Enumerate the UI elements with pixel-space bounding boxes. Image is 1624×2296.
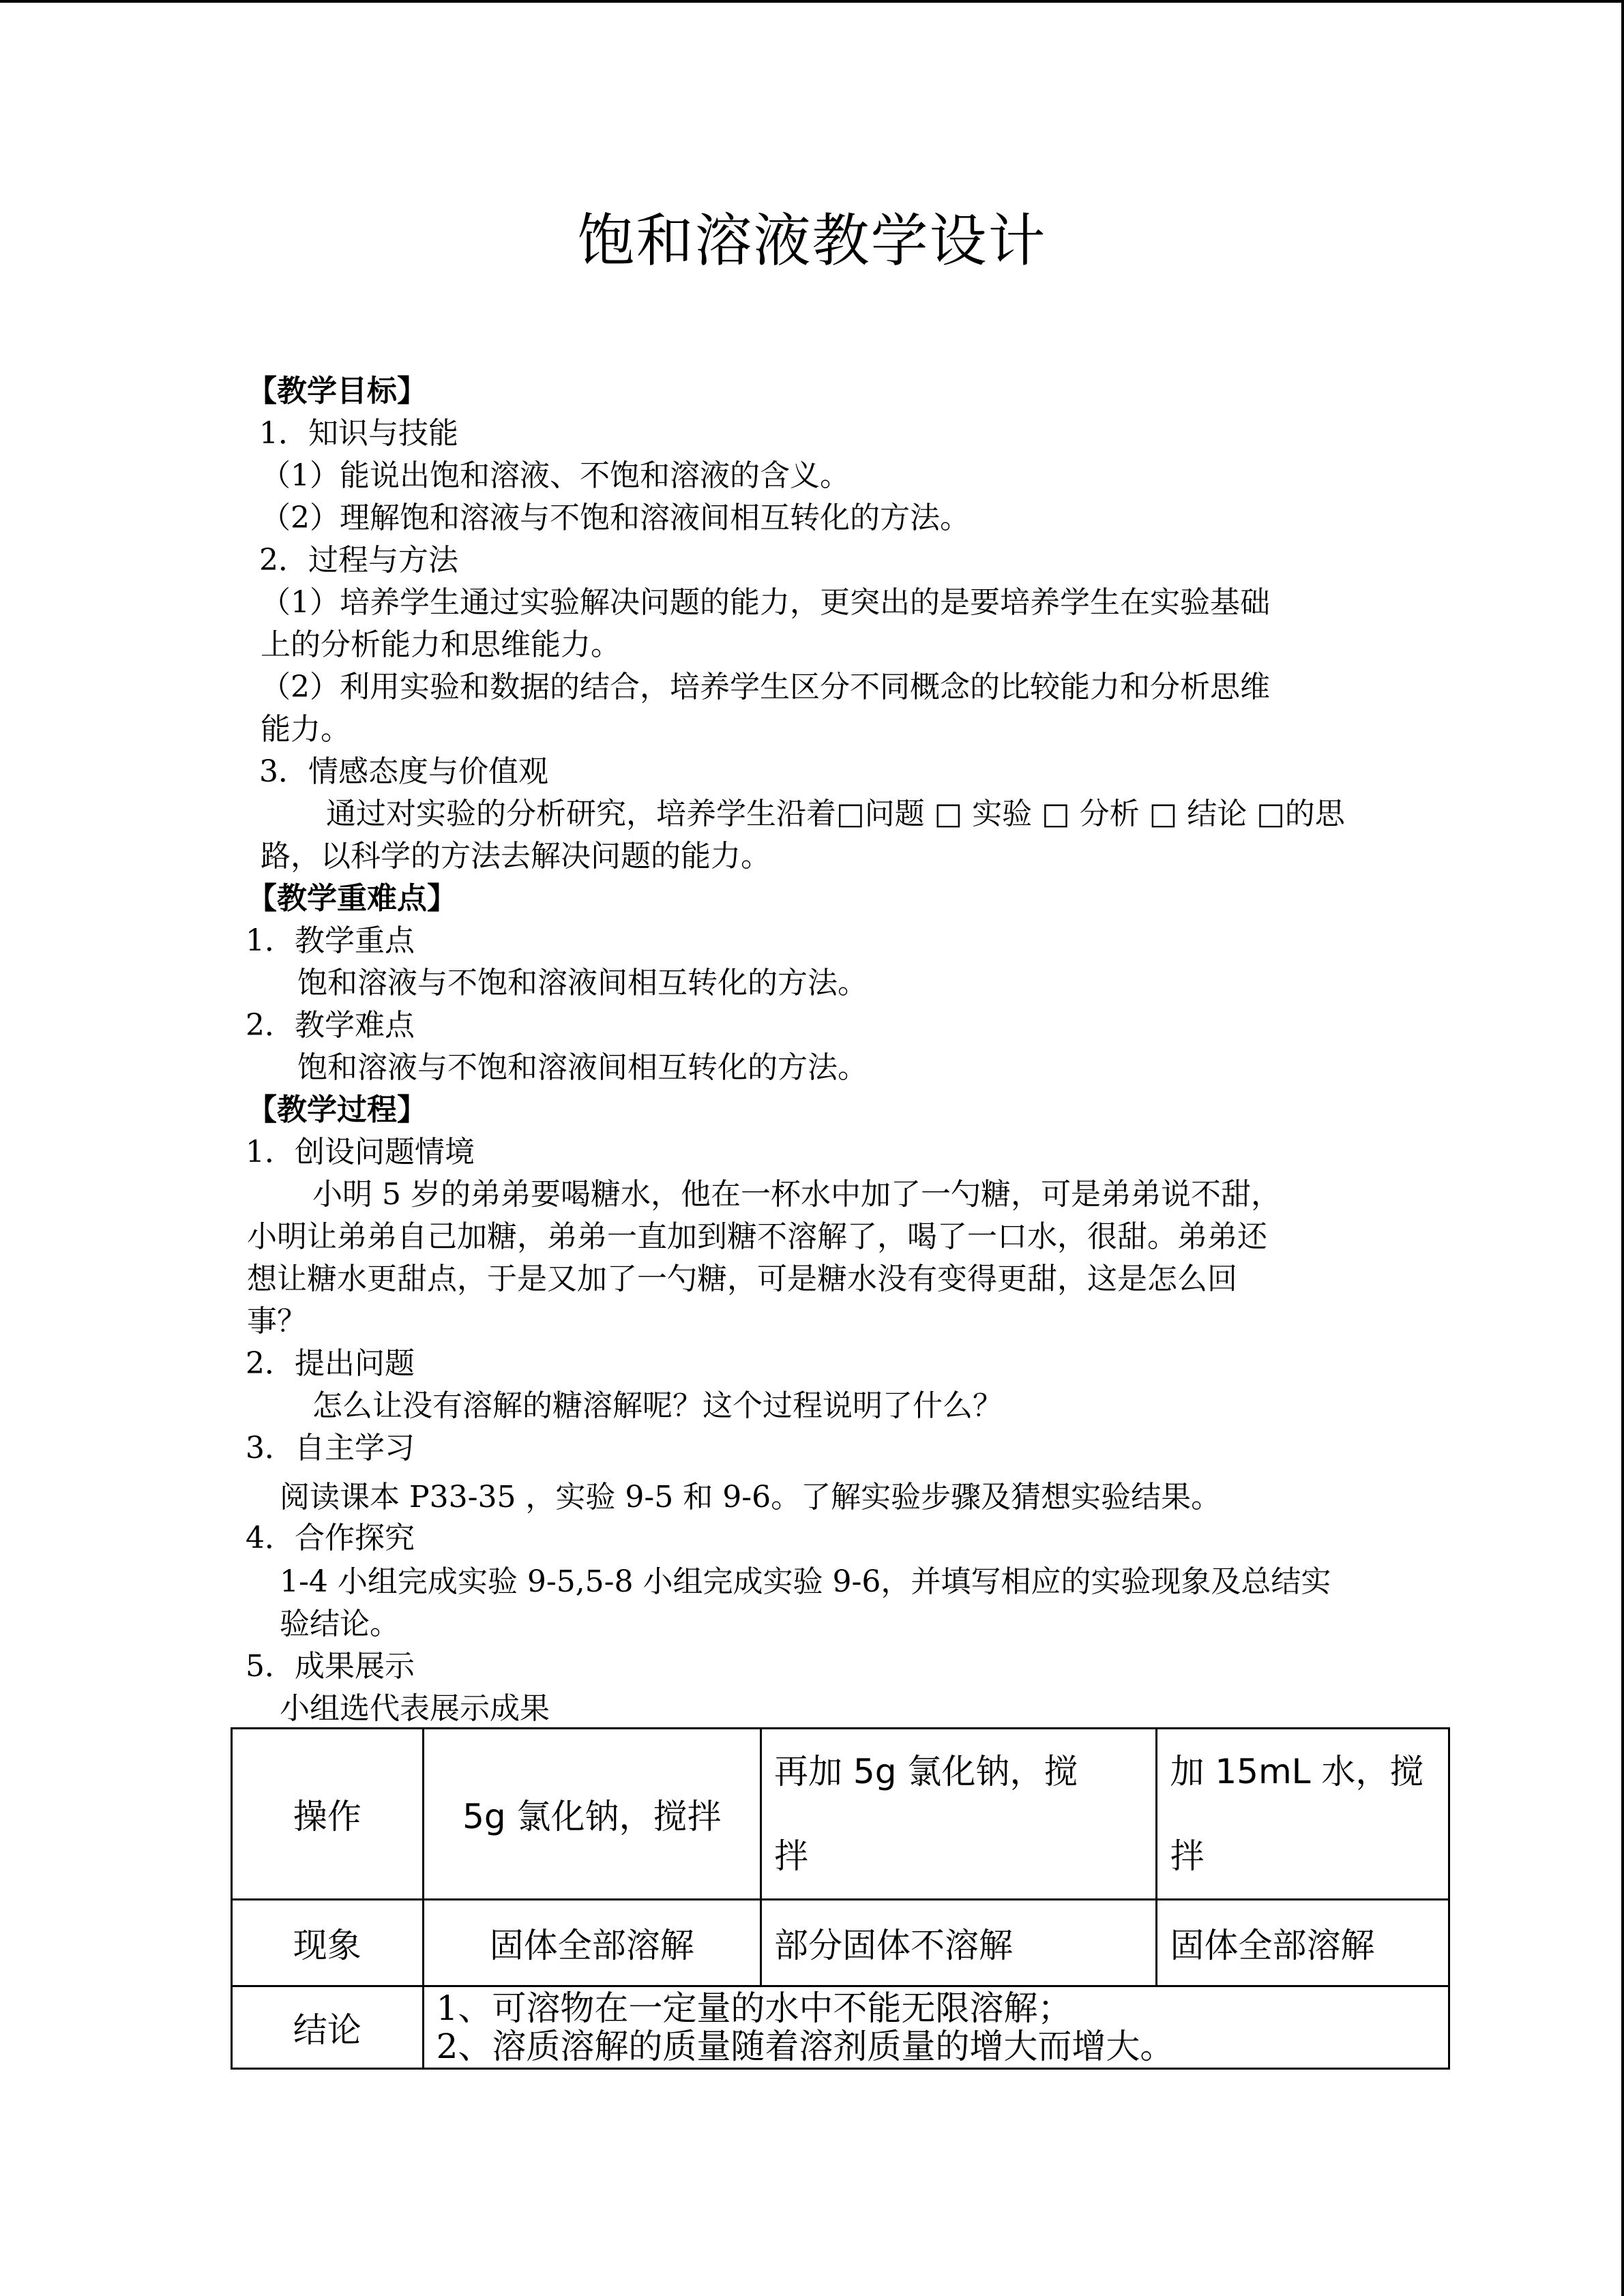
process-heading: 【教学过程】 bbox=[247, 1092, 427, 1127]
operation-cell-3 bbox=[1157, 1729, 1449, 1900]
table-row-phenomenon bbox=[232, 1900, 1449, 1986]
conclusion-line-1: 1、可溶物在一定量的水中不能无限溶解； bbox=[436, 1988, 1072, 2028]
process-step-4-text: 1-4 小组完成实验 9-5,5-8 小组完成实验 9-6，并填写相应的实验现象及总结实 bbox=[280, 1564, 1331, 1599]
page-title: 饱和溶液教学设计 bbox=[577, 207, 1047, 274]
process-step-1-text: 小明 5 岁的弟弟要喝糖水，他在一杯水中加了一勺糖，可是弟弟说不甜， bbox=[312, 1177, 1281, 1212]
conclusion-cell bbox=[423, 1986, 1449, 2069]
conclusion-line-2: 2、溶质溶解的质量随着溶剂质量的增大而增大。 bbox=[436, 2027, 1175, 2066]
phenomenon-cell-3: 固体全部溶解 bbox=[1157, 1900, 1449, 1986]
keypoints-focus-label: 1．教学重点 bbox=[246, 923, 415, 958]
page-border-right bbox=[1621, 0, 1624, 2296]
objectives-item-2-2: （2）利用实验和数据的结合，培养学生区分不同概念的比较能力和分析思维 bbox=[261, 670, 1270, 704]
objectives-section-2: 2．过程与方法 bbox=[259, 543, 458, 578]
process-step-2-text: 怎么让没有溶解的糖溶解呢？这个过程说明了什么？ bbox=[312, 1388, 1003, 1423]
objectives-section-1: 1．知识与技能 bbox=[259, 416, 458, 451]
process-step-2-label: 2．提出问题 bbox=[246, 1346, 415, 1381]
operation-cell-1: 5g 氯化钠，搅拌 bbox=[423, 1729, 761, 1900]
objectives-item-3: 通过对实验的分析研究，培养学生沿着□问题 □ 实验 □ 分析 □ 结论 □的思 bbox=[326, 796, 1345, 831]
operation-cell-2-line-1: 再加 5g 氯化钠，搅 bbox=[773, 1752, 1078, 1791]
table-row-conclusion bbox=[232, 1986, 1449, 2069]
process-step-3-label: 3．自主学习 bbox=[246, 1431, 415, 1465]
operation-label: 操作 bbox=[232, 1729, 424, 1900]
page-border-top bbox=[0, 0, 1624, 3]
operation-cell-3-line-2: 拌 bbox=[1170, 1836, 1205, 1876]
process-step-1-text-4: 事？ bbox=[247, 1304, 307, 1339]
operation-cell-2 bbox=[761, 1729, 1156, 1900]
process-step-1-label: 1．创设问题情境 bbox=[246, 1135, 475, 1169]
keypoints-focus-text: 饱和溶液与不饱和溶液间相互转化的方法。 bbox=[297, 966, 868, 1000]
process-step-5-text: 小组选代表展示成果 bbox=[280, 1691, 550, 1726]
results-table bbox=[231, 1727, 1450, 2070]
process-step-1-text-2: 小明让弟弟自己加糖，弟弟一直加到糖不溶解了，喝了一口水，很甜。弟弟还 bbox=[247, 1219, 1267, 1254]
operation-cell-2-line-2: 拌 bbox=[773, 1836, 808, 1876]
phenomenon-cell-1: 固体全部溶解 bbox=[423, 1900, 761, 1986]
objectives-section-3: 3．情感态度与价值观 bbox=[259, 754, 548, 789]
objectives-item-1-2: （2）理解饱和溶液与不饱和溶液间相互转化的方法。 bbox=[261, 501, 970, 535]
process-step-5-label: 5．成果展示 bbox=[246, 1649, 415, 1684]
process-step-3-text: 阅读课本 P33-35 ，实验 9-5 和 9-6。了解实验步骤及猜想实验结果。 bbox=[280, 1480, 1222, 1515]
objectives-item-1-1: （1）能说出饱和溶液、不饱和溶液的含义。 bbox=[261, 458, 850, 493]
operation-cell-3-line-1: 加 15mL 水，搅 bbox=[1170, 1752, 1424, 1791]
objectives-item-2-2-cont: 能力。 bbox=[261, 712, 351, 747]
objectives-item-3-cont: 路，以科学的方法去解决问题的能力。 bbox=[261, 839, 771, 874]
process-step-1-text-3: 想让糖水更甜点，于是又加了一勺糖，可是糖水没有变得更甜，这是怎么回 bbox=[247, 1262, 1237, 1296]
table-row-operation bbox=[232, 1729, 1449, 1900]
process-step-4-label: 4．合作探究 bbox=[246, 1521, 415, 1555]
process-step-4-text-2: 验结论。 bbox=[280, 1607, 400, 1641]
keypoints-difficulty-text: 饱和溶液与不饱和溶液间相互转化的方法。 bbox=[297, 1050, 868, 1085]
keypoints-heading: 【教学重难点】 bbox=[247, 881, 457, 916]
objectives-heading: 【教学目标】 bbox=[247, 374, 427, 408]
phenomenon-label: 现象 bbox=[232, 1900, 424, 1986]
keypoints-difficulty-label: 2．教学难点 bbox=[246, 1008, 415, 1043]
phenomenon-cell-2: 部分固体不溶解 bbox=[761, 1900, 1156, 1986]
conclusion-label: 结论 bbox=[232, 1986, 424, 2069]
objectives-item-2-1: （1）培养学生通过实验解决问题的能力，更突出的是要培养学生在实验基础 bbox=[261, 585, 1270, 620]
objectives-item-2-1-cont: 上的分析能力和思维能力。 bbox=[261, 627, 621, 662]
